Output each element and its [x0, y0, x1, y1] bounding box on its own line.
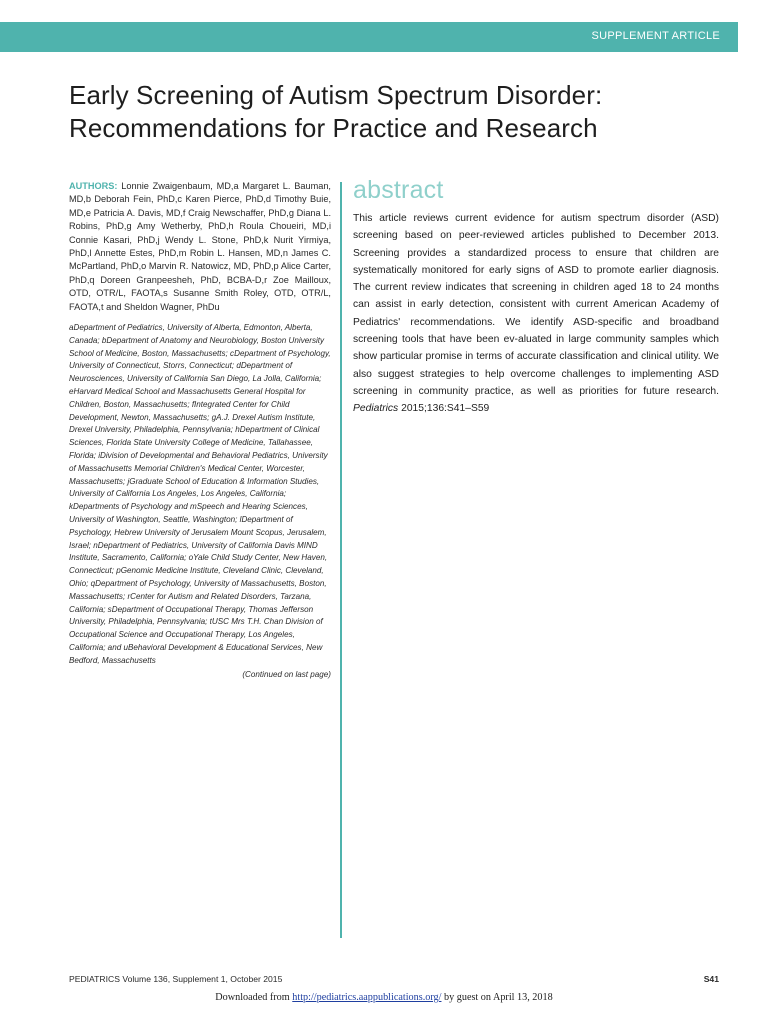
footer-journal-info: PEDIATRICS Volume 136, Supplement 1, October 2015	[69, 974, 283, 984]
article-title	[69, 79, 709, 145]
download-prefix: Downloaded from	[215, 992, 290, 1003]
article-title-line-2: Recommendations for Practice and Research	[69, 113, 598, 143]
abstract-heading: abstract	[353, 176, 444, 204]
column-divider	[340, 182, 342, 938]
citation-journal: Pediatrics	[353, 403, 399, 415]
footer-page-number: S41	[703, 974, 719, 984]
abstract-text: This article reviews current evidence for autism spectrum disorder (ASD) screening based on peer-reviewed articles published to December 2013. Screening provides a standardized process to ensure that children are systematically monitored for early signs of ASD to promote earlier diagnosis. The current review indicates that screening in children aged 18 to 24 months can assist in early detection, consistent with current American Academy of Pediatrics' recommendations. We identify ASD-specific and broadband screening tools that have been ev-aluated in large community samples which show particular promise in terms of accurate classification and clinical utility. We also suggest strategies to help overcome challenges to implementing ASD screening in community practice, as well as priorities for future research.	[353, 213, 719, 397]
citation-reference: 2015;136:S41–S59	[401, 403, 490, 415]
download-link[interactable]: http://pediatrics.aappublications.org/	[292, 992, 442, 1003]
article-title-line-1: Early Screening of Autism Spectrum Disorder:	[69, 80, 603, 110]
affiliations-block: aDepartment of Pediatrics, University of Alberta, Edmonton, Alberta, Canada; bDepartment of Anatomy and Neurobiology, Boston University School of Medicine, Boston, Massachusetts; cDepartment of Psychology, University of Connecticut, Storrs, Connecticut; dDepartment of Neurosciences, University of California San Diego, La Jolla, California; eHarvard Medical School and Massachusetts General Hospital for Children, Boston, Massachusetts; fIntegrated Center for Child Development, Newton, Massachusetts; gA.J. Drexel Autism Institute, Drexel University, Philadelphia, Pennsylvania; hDepartment of Clinical Sciences, Florida State University College of Medicine, Tallahassee, Florida; iDivision of Developmental and Behavioral Pediatrics, University of Massachusetts Memorial Children's Medical Center, Worcester, Massachusetts; jGraduate School of Education & Information Studies, University of California Los Angeles, Los Angeles, California; kDepartments of Psychology and mSpeech and Hearing Sciences, University of Washington, Seattle, Washington; lDepartment of Psychology, Hebrew University of Jerusalem Mount Scopus, Jerusalem, Israel; nDepartment of Pediatrics, University of California Davis MIND Institute, Sacramento, California; oYale Child Study Center, New Haven, Connecticut; pGenomic Medicine Institute, Cleveland Clinic, Cleveland, Ohio; qDepartment of Psychology, University of Massachusetts, Boston, Massachusetts; rCenter for Autism and Related Disorders, Tarzana, California; sDepartment of Occupational Therapy, Thomas Jefferson University, Philadelphia, Pennsylvania; tUSC Mrs T.H. Chan Division of Occupational Science and Occupational Therapy, Los Angeles, California; and uBehavioral Development & Educational Services, New Bedford, Massachusetts	[69, 323, 331, 665]
left-column	[69, 180, 331, 679]
section-label: SUPPLEMENT ARTICLE	[591, 30, 720, 42]
authors-block	[69, 180, 331, 314]
continued-note: (Continued on last page)	[242, 669, 331, 679]
authors-list: Lonnie Zwaigenbaum, MD,a Margaret L. Bauman, MD,b Deborah Fein, PhD,c Karen Pierce, PhD,d Timothy Buie, MD,e Patricia A. Davis, MD,f Craig Newschaffer, PhD,g Diana L. Robins, PhD,g Amy Wetherby, PhD,h Roula Choueiri, MD,i Connie Kasari, PhD,j Wendy L. Stone, PhD,k Nurit Yirmiya, PhD,l Annette Estes, PhD,m Robin L. Hansen, MD,n James C. McPartland, PhD,o Marvin R. Natowicz, MD, PhD,p Alice Carter, PhD,q Doreen Granpeesheh, PhD, BCBA-D,r Zoe Mailloux, OTD, OTR/L, FAOTA,s Susanne Smith Roley, OTD, OTR/L, FAOTA,t and Sheldon Wagner, PhDu	[69, 181, 331, 312]
abstract-body	[353, 210, 719, 418]
authors-label: AUTHORS:	[69, 181, 118, 191]
download-notice	[0, 992, 768, 1003]
section-banner	[0, 22, 738, 52]
download-suffix: by guest on April 13, 2018	[444, 992, 553, 1003]
